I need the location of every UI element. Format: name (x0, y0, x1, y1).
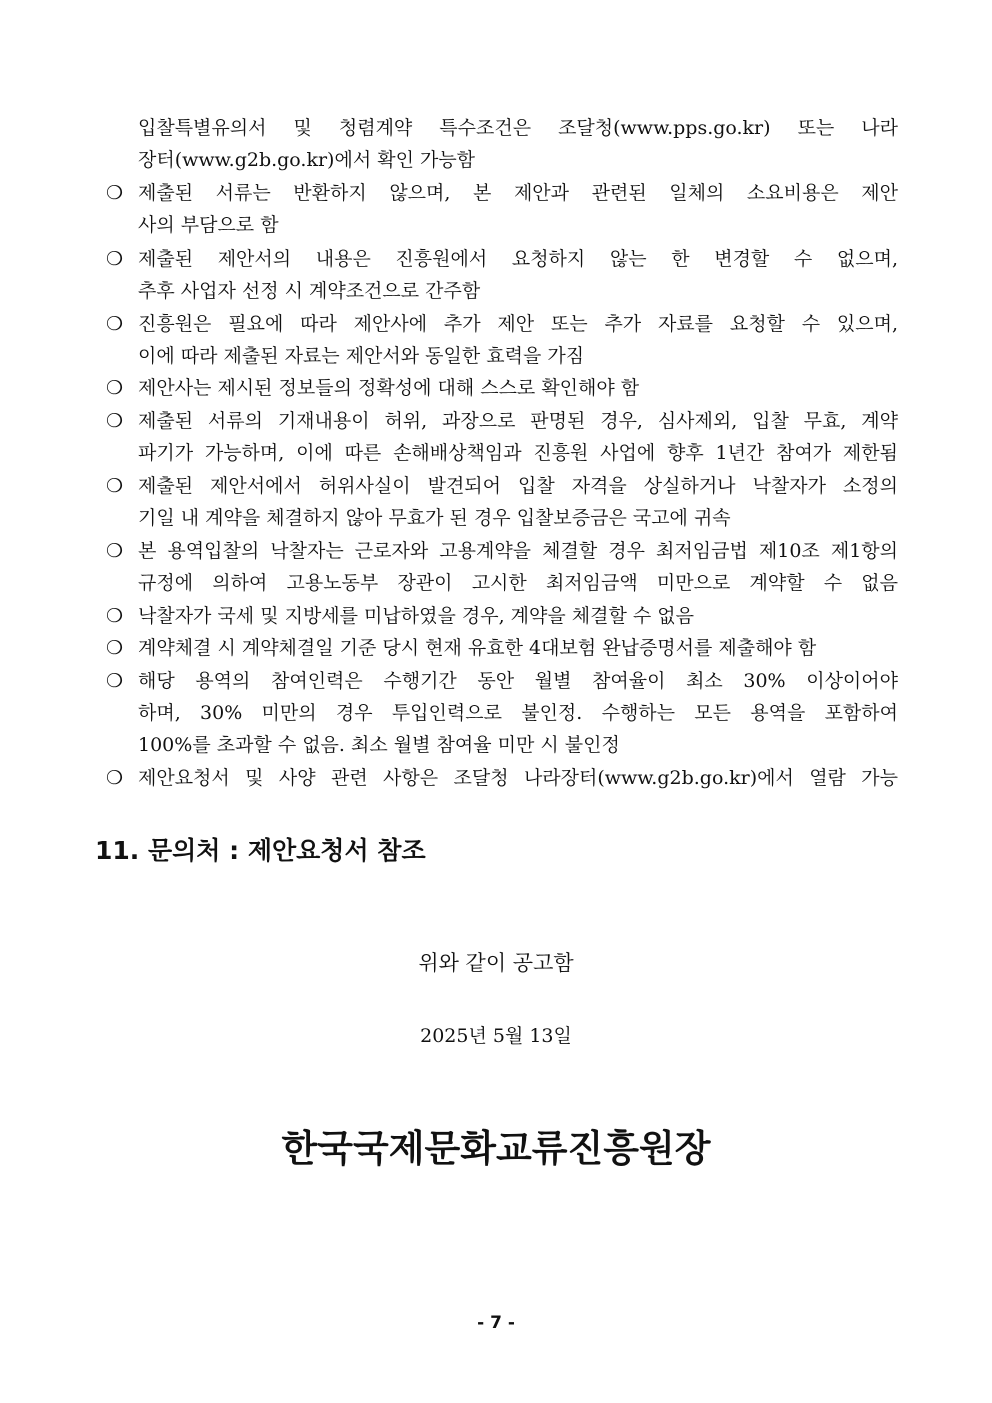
text-line: 장터(www.g2b.go.kr)에서 확인 가능함 (138, 149, 476, 171)
circle-bullet-icon: ❍ (106, 767, 124, 789)
text-line: 100%를 초과할 수 없음. 최소 월별 참여율 미만 시 불인정 (138, 734, 620, 756)
circle-bullet-icon: ❍ (106, 248, 124, 270)
text-line: 사의 부담으로 함 (138, 214, 279, 236)
section-heading: 11. 문의처 : 제안요청서 참조 (95, 836, 426, 865)
page-number: - 7 - (477, 1313, 515, 1333)
text-line: 입찰특별유의서 및 청렴계약 특수조건은 조달청(www.pps.go.kr) 또는 나라 (138, 117, 898, 139)
closing-statement: 위와 같이 공고함 (418, 951, 574, 975)
text-line: 본 용역입찰의 낙찰자는 근로자와 고용계약을 체결할 경우 최저임금법 제10조 제1항의 (138, 540, 898, 562)
circle-bullet-icon: ❍ (106, 637, 124, 659)
text-line: 규정에 의하여 고용노동부 장관이 고시한 최저임금액 미만으로 계약할 수 없음 (138, 572, 898, 594)
circle-bullet-icon: ❍ (106, 605, 124, 627)
circle-bullet-icon: ❍ (106, 670, 124, 692)
text-line: 제안요청서 및 사양 관련 사항은 조달청 나라장터(www.g2b.go.kr)에서 열람 가능 (138, 767, 898, 789)
circle-bullet-icon: ❍ (106, 182, 124, 204)
text-line: 하며, 30% 미만의 경우 투입인력으로 불인정. 수행하는 모든 용역을 포함하여 (138, 702, 898, 724)
text-line: 제안사는 제시된 정보들의 정확성에 대해 스스로 확인해야 함 (138, 377, 640, 399)
text-line: 추후 사업자 선정 시 계약조건으로 간주함 (138, 280, 481, 302)
announcement-date: 2025년 5월 13일 (420, 1025, 572, 1047)
circle-bullet-icon: ❍ (106, 377, 124, 399)
text-line: 이에 따라 제출된 자료는 제안서와 동일한 효력을 가짐 (138, 345, 585, 367)
circle-bullet-icon: ❍ (106, 410, 124, 432)
circle-bullet-icon: ❍ (106, 313, 124, 335)
text-line: 제출된 서류는 반환하지 않으며, 본 제안과 관련된 일체의 소요비용은 제안 (138, 182, 898, 204)
text-line: 기일 내 계약을 체결하지 않아 무효가 된 경우 입찰보증금은 국고에 귀속 (138, 507, 731, 529)
signer-title: 한국국제문화교류진흥원장 (281, 1127, 711, 1170)
text-line: 진흥원은 필요에 따라 제안사에 추가 제안 또는 추가 자료를 요청할 수 있으며, (138, 313, 898, 335)
text-line: 제출된 제안서에서 허위사실이 발견되어 입찰 자격을 상실하거나 낙찰자가 소정의 (138, 475, 898, 497)
text-line: 계약체결 시 계약체결일 기준 당시 현재 유효한 4대보험 완납증명서를 제출해야 함 (138, 637, 817, 659)
text-line: 해당 용역의 참여인력은 수행기간 동안 월별 참여율이 최소 30% 이상이어야 (138, 670, 898, 692)
text-line: 낙찰자가 국세 및 지방세를 미납하였을 경우, 계약을 체결할 수 없음 (138, 605, 694, 627)
circle-bullet-icon: ❍ (106, 475, 124, 497)
circle-bullet-icon: ❍ (106, 540, 124, 562)
text-line: 제출된 제안서의 내용은 진흥원에서 요청하지 않는 한 변경할 수 없으며, (138, 248, 898, 270)
text-line: 제출된 서류의 기재내용이 허위, 과장으로 판명된 경우, 심사제외, 입찰 무효, 계약 (138, 410, 898, 432)
text-line: 파기가 가능하며, 이에 따른 손해배상책임과 진흥원 사업에 향후 1년간 참여가 제한됨 (138, 442, 898, 464)
